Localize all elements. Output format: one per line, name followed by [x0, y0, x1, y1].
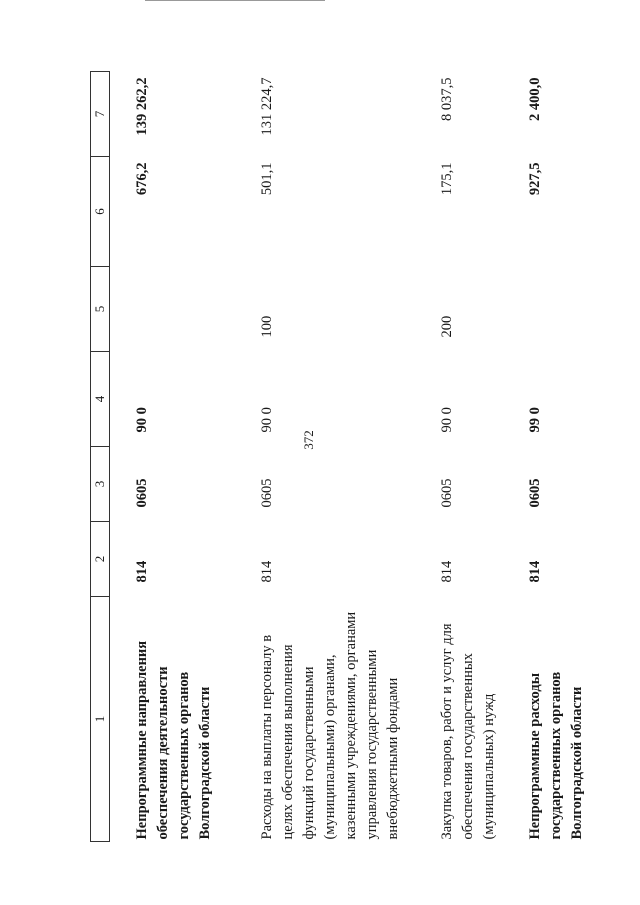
cell-target-code: 99 0 — [527, 407, 543, 433]
table-row — [110, 72, 258, 842]
cell-section-code: 0605 — [527, 478, 543, 508]
cell-amount-1: 501,1 — [259, 162, 275, 196]
cell-section-code: 0605 — [439, 478, 455, 508]
cell-target-code: 90 0 — [259, 407, 275, 433]
cell-expense-type: 100 — [259, 315, 275, 338]
row-name: Расходы на выплаты персоналу в целях обеспечения выполнения функций государственными (муниципальными) органами, казенными учреждениями, органами управления государственными внебюджетными фондами — [259, 611, 401, 840]
column-header: 2 — [91, 522, 110, 597]
column-header: 1 — [91, 597, 110, 842]
cell-expense-type — [525, 267, 588, 352]
page-number: 372 — [301, 430, 316, 450]
cell-amount-1: 175,1 — [439, 162, 455, 196]
table-row — [525, 72, 588, 842]
cell-ministry-code: 814 — [527, 560, 543, 583]
cell-expense-type — [110, 267, 258, 352]
cell-amount-2: 2 400,0 — [527, 77, 543, 121]
column-header: 3 — [91, 447, 110, 522]
budget-table — [90, 71, 588, 842]
cell-target-code: 90 0 — [439, 407, 455, 433]
table-header-row — [91, 72, 110, 842]
column-header: 5 — [91, 267, 110, 352]
row-name: Непрограммные расходы государственных органов Волгоградской области — [527, 671, 585, 840]
budget-table-container — [90, 72, 585, 842]
cell-amount-1: 676,2 — [134, 162, 150, 196]
cell-ministry-code: 814 — [439, 560, 455, 583]
row-name: Закупка товаров, работ и услуг для обеспечения государственных (муниципальных) нужд — [439, 623, 497, 840]
column-header: 7 — [91, 72, 110, 157]
column-header: 4 — [91, 352, 110, 447]
cell-amount-2: 139 262,2 — [134, 77, 150, 136]
cell-ministry-code: 814 — [134, 560, 150, 583]
cell-section-code: 0605 — [259, 478, 275, 508]
cell-amount-2: 8 037,5 — [439, 77, 455, 121]
table-row — [257, 72, 437, 842]
cell-amount-1: 927,5 — [527, 162, 543, 196]
cell-target-code: 90 0 — [134, 407, 150, 433]
column-header: 6 — [91, 157, 110, 267]
cell-section-code: 0605 — [134, 478, 150, 508]
row-name: Непрограммные направления обеспечения деятельности государственных органов Волгоградской области — [134, 640, 213, 840]
cell-expense-type: 200 — [439, 315, 455, 338]
top-rule — [145, 0, 325, 1]
cell-amount-2: 131 224,7 — [259, 77, 275, 136]
table-row — [437, 72, 525, 842]
cell-ministry-code: 814 — [259, 560, 275, 583]
